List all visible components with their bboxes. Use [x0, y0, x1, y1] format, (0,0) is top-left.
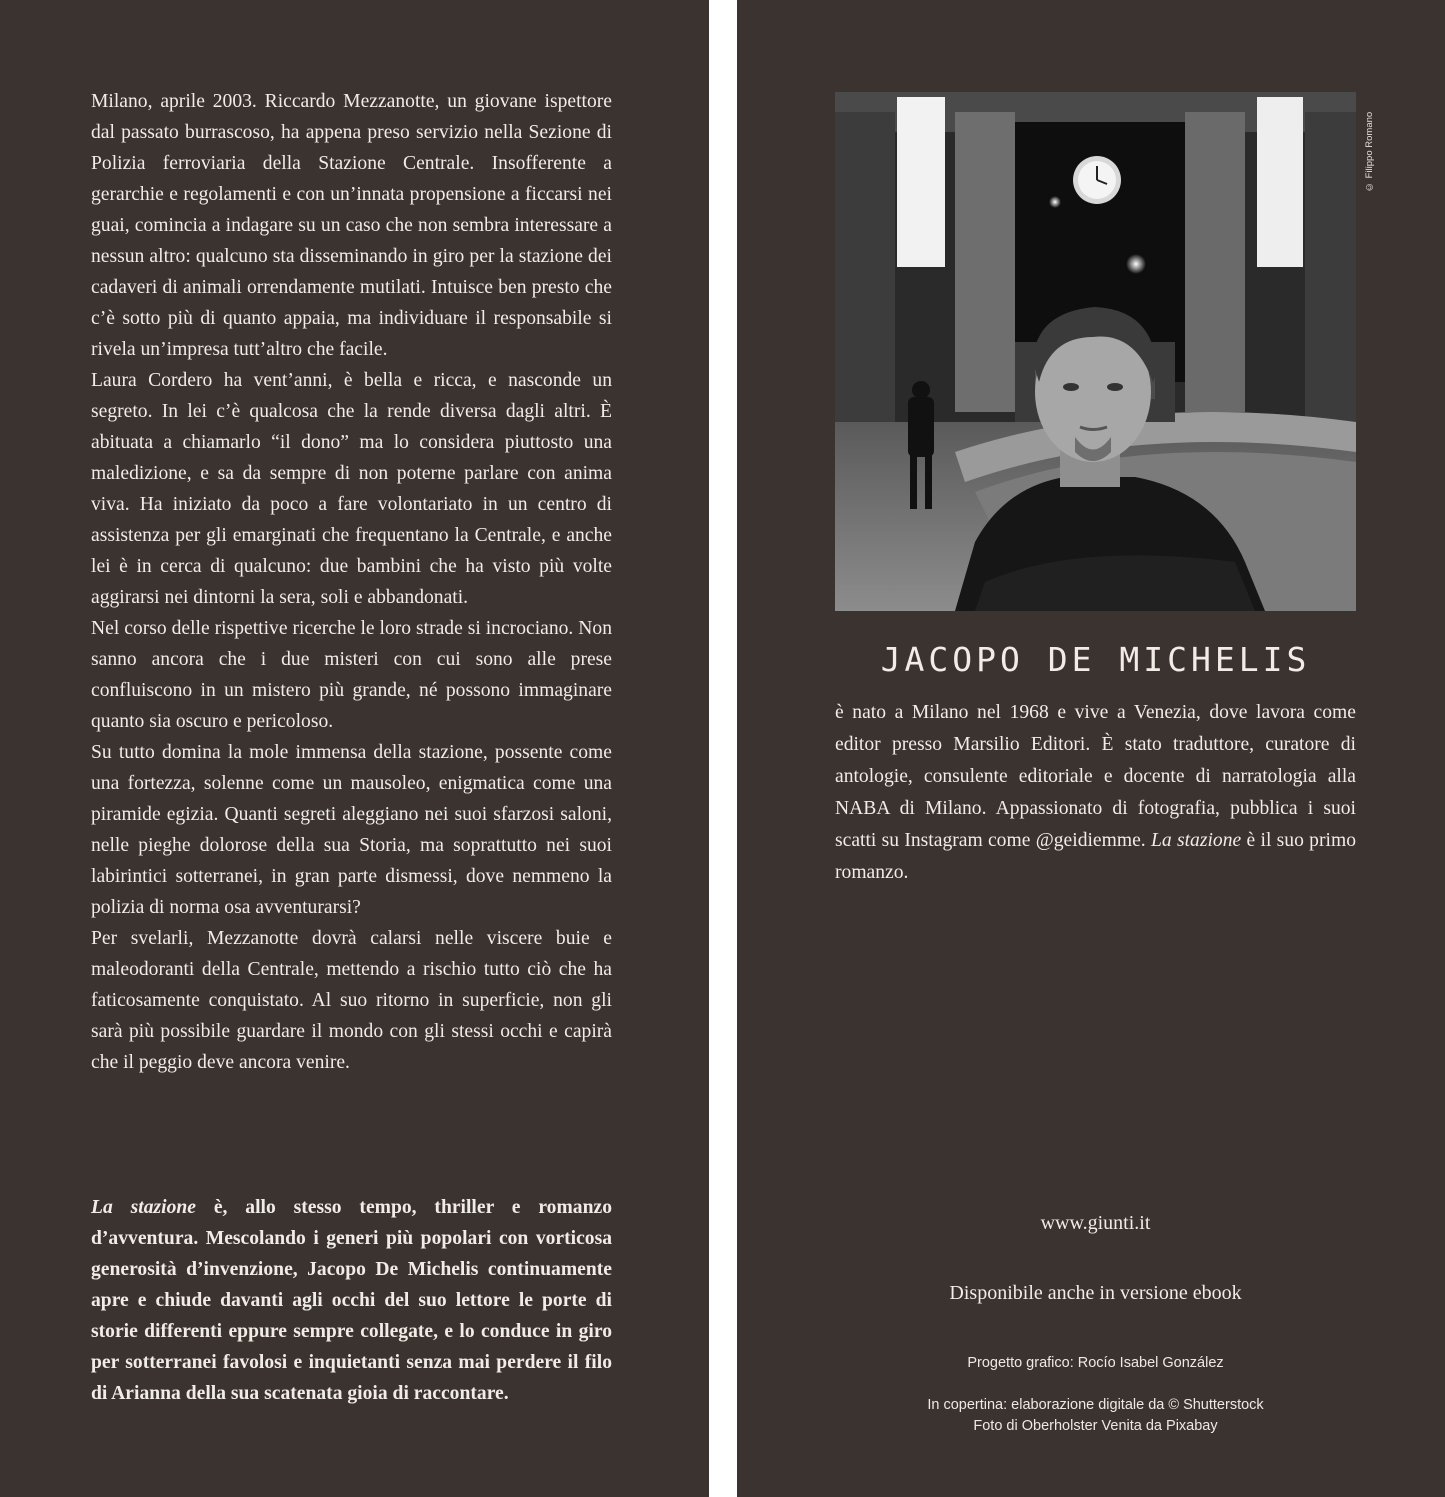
- ebook-availability-note: Disponibile anche in versione ebook: [949, 1282, 1242, 1304]
- photo-credit: © Filippo Romano: [1364, 111, 1375, 192]
- synopsis-text: [91, 86, 612, 1078]
- author-bio-text-end: è il suo primo romanzo.: [835, 830, 1356, 883]
- blurb-book-title: La stazione: [91, 1197, 196, 1218]
- cover-credit-line: Foto di Oberholster Venita da Pixabay: [973, 1418, 1218, 1434]
- author-name: JACOPO DE MICHELIS: [880, 640, 1311, 679]
- blurb-text: [91, 1192, 612, 1409]
- synopsis-paragraph: Nel corso delle rispettive ricerche le loro strade si incrociano. Non sanno ancora che i due misteri con cui sono alle prese confluiscono in un mistero più grande, né possono immaginare quanto sia oscuro e pericoloso.: [91, 618, 612, 732]
- blurb-body: è, allo stesso tempo, thriller e romanzo d’avventura. Mescolando i generi più popolari con vorticosa generosità d’invenzione, Jacopo De Michelis continuamente apre e chiude davanti agli occhi del suo lettore le porte di storie differenti eppure sempre collegate, e lo conduce in giro per sotterranei favolosi e inquietanti senza mai perdere il filo di Arianna della sua scatenata gioia di raccontare.: [91, 1197, 612, 1404]
- author-bio-text: è nato a Milano nel 1968 e vive a Venezia, dove lavora come editor presso Marsilio Editori. È stato traduttore, curatore di antologie, consulente editoriale e docente di narratologia alla NABA di Milano. Appassionato di fotografia, pubblica i suoi scatti su Instagram come @geidiemme.: [835, 702, 1356, 851]
- synopsis-paragraph: Su tutto domina la mole immensa della stazione, possente come una fortezza, solenne come un mausoleo, enigmatica come una piramide egizia. Quanti segreti aleggiano nei suoi sfarzosi saloni, nelle pieghe dolorose della sua Storia, ma soprattutto nei suoi labirintici sotterranei, in gran parte dismessi, dove nemmeno la polizia di norma osa avventurarsi?: [91, 742, 612, 918]
- back-cover-panel: [0, 0, 709, 1497]
- synopsis-paragraph: Per svelarli, Mezzanotte dovrà calarsi nelle viscere buie e maleodoranti della Centrale, mettendo a rischio tutto ciò che ha faticosamente conquistato. Al suo ritorno in superficie, non gli sarà più possibile guardare il mondo con gli stessi occhi e capirà che il peggio deve ancora venire.: [91, 928, 612, 1073]
- synopsis-paragraph: Milano, aprile 2003. Riccardo Mezzanotte, un giovane ispettore dal passato burrascoso, ha appena preso servizio nella Sezione di Polizia ferroviaria della Stazione Centrale. Insofferente a gerarchie e regolamenti e con un’innata propensione a ficcarsi nei guai, comincia a indagare su un caso che non sembra interessare a nessun altro: qualcuno sta disseminando in giro per la stazione dei cadaveri di animali orrendamente mutilati. Intuisce ben presto che c’è sotto più di quanto appaia, ma individuare il responsabile si rivela un’impresa tutt’altro che facile.: [91, 91, 612, 360]
- author-photo: [835, 92, 1356, 611]
- synopsis-paragraph: Laura Cordero ha vent’anni, è bella e ricca, e nasconde un segreto. In lei c’è qualcosa che la rende diversa dagli altri. È abituata a chiamarlo “il dono” ma lo considera piuttosto una maledizione, e sa da sempre di non poterne parlare con anima viva. Ha iniziato da poco a fare volontariato in un centro di assistenza per gli emarginati che frequentano la Centrale, e anche lei è in cerca di qualcuno: due bambini che ha visto più volte aggirarsi nei dintorni la sera, soli e abbandonati.: [91, 370, 612, 608]
- back-flap-panel: [737, 0, 1445, 1497]
- cover-credit-line: In copertina: elaborazione digitale da © Shutterstock: [927, 1397, 1264, 1413]
- author-bio-book-title: La stazione: [1151, 830, 1242, 851]
- publisher-website: www.giunti.it: [1040, 1212, 1151, 1234]
- design-credit: Progetto grafico: Rocío Isabel González: [967, 1355, 1224, 1371]
- author-bio: [835, 697, 1356, 889]
